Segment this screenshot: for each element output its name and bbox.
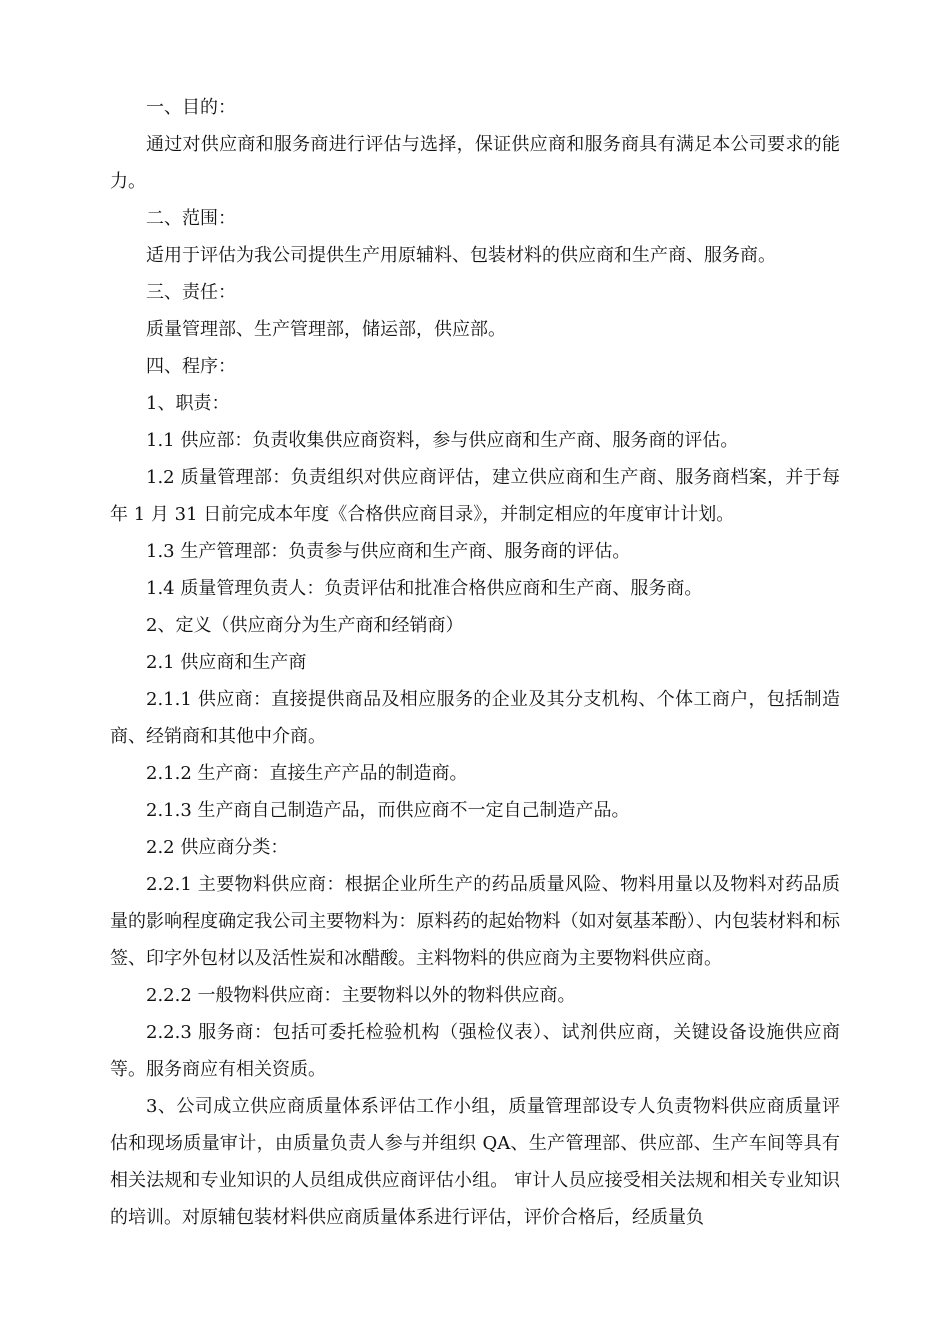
paragraph-2-2-2: 2.2.2 一般物料供应商：主要物料以外的物料供应商。 (146, 985, 576, 1006)
paragraph-1-2: 1.2 质量管理部：负责组织对供应商评估，建立供应商和生产商、服务商档案，并于每年 1 月 31 日前完成本年度《合格供应商目录》，并制定相应的年度审计计划。 (110, 467, 840, 525)
paragraph-3: 3、公司成立供应商质量体系评估工作小组，质量管理部设专人负责物料供应商质量评估和现场质量审计，由质量负责人参与并组织 QA、生产管理部、供应部、生产车间等具有相关法规和专业知识的人员组成供应商评估小组。 审计人员应接受相关法规和相关专业知识的培训。对原辅包装材料供应商质量体系进行评估，评价合格后，经质量负 (110, 1096, 840, 1228)
heading-2-1: 2.1 供应商和生产商 (146, 652, 307, 673)
paragraph-1-3: 1.3 生产管理部：负责参与供应商和生产商、服务商的评估。 (146, 541, 631, 562)
heading-definition: 2、定义（供应商分为生产商和经销商） (146, 615, 464, 636)
heading-duties: 1、职责： (146, 393, 230, 414)
paragraph-2-1-1: 2.1.1 供应商：直接提供商品及相应服务的企业及其分支机构、个体工商户，包括制造商、经销商和其他中介商。 (110, 689, 840, 747)
paragraph-2-2-1: 2.2.1 主要物料供应商：根据企业所生产的药品质量风险、物料用量以及物料对药品质量的影响程度确定我公司主要物料为：原料药的起始物料（如对氨基苯酚）、内包装材料和标签、印字外包材以及活性炭和冰醋酸。主料物料的供应商为主要物料供应商。 (110, 874, 840, 969)
heading-purpose: 一、目的： (146, 97, 236, 118)
paragraph-purpose: 通过对供应商和服务商进行评估与选择，保证供应商和服务商具有满足本公司要求的能力。 (110, 134, 840, 192)
heading-scope: 二、范围： (146, 208, 236, 229)
heading-2-2: 2.2 供应商分类： (146, 837, 289, 858)
paragraph-1-1: 1.1 供应部：负责收集供应商资料，参与供应商和生产商、服务商的评估。 (146, 430, 739, 451)
paragraph-2-1-3: 2.1.3 生产商自己制造产品，而供应商不一定自己制造产品。 (146, 800, 630, 821)
document-page (110, 89, 840, 1236)
heading-responsibility: 三、责任： (146, 282, 236, 303)
paragraph-scope: 适用于评估为我公司提供生产用原辅料、包装材料的供应商和生产商、服务商。 (146, 245, 776, 266)
paragraph-2-2-3: 2.2.3 服务商：包括可委托检验机构（强检仪表）、试剂供应商，关键设备设施供应商等。服务商应有相关资质。 (110, 1022, 840, 1080)
paragraph-2-1-2: 2.1.2 生产商：直接生产产品的制造商。 (146, 763, 468, 784)
paragraph-1-4: 1.4 质量管理负责人：负责评估和批准合格供应商和生产商、服务商。 (146, 578, 703, 599)
paragraph-responsibility: 质量管理部、生产管理部，储运部，供应部。 (146, 319, 506, 340)
heading-procedure: 四、程序： (146, 356, 236, 377)
